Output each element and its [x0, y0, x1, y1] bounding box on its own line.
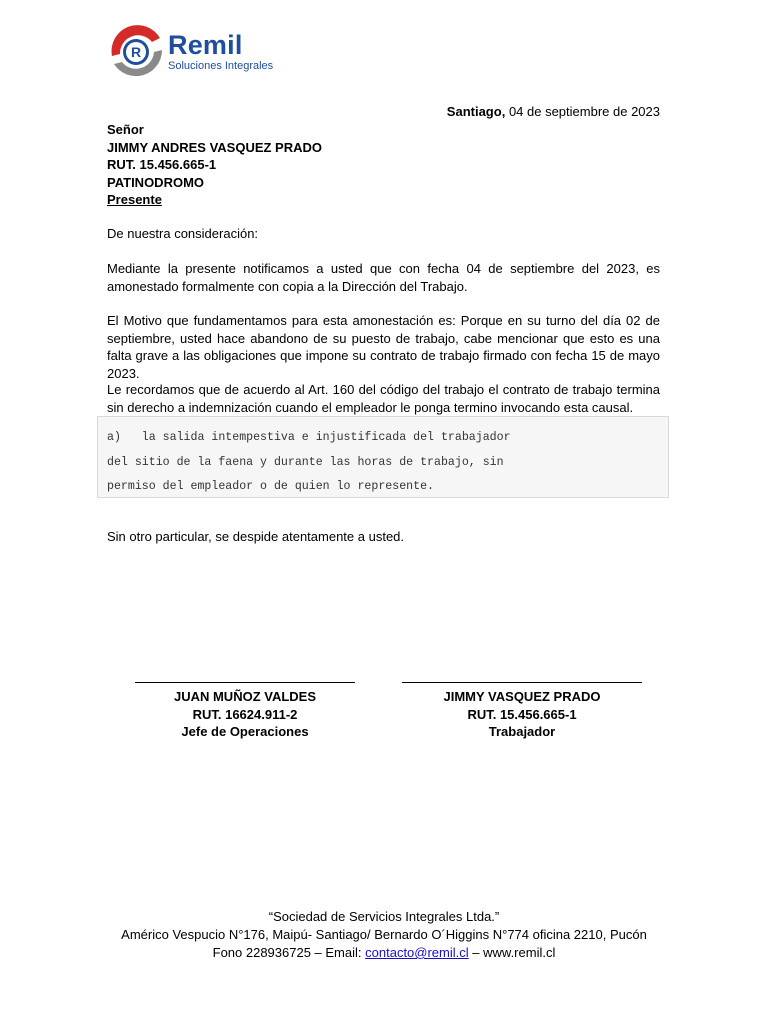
greeting: De nuestra consideración: [107, 226, 259, 241]
signature-right [402, 682, 642, 741]
signer-rut: RUT. 15.456.665-1 [467, 706, 577, 722]
remil-logo-icon [104, 20, 168, 84]
email-link[interactable]: contacto@remil.cl [365, 945, 469, 960]
footer-web: – www.remil.cl [472, 945, 556, 960]
signer-role: Trabajador [488, 724, 556, 739]
footer-company: “Sociedad de Servicios Integrales Ltda.” [268, 909, 500, 924]
quote-line: del sitio de la faena y durante las horas de trabajo, sin [107, 455, 504, 469]
signature-line [402, 682, 642, 683]
paragraph-notification: Mediante la presente notificamos a usted que con fecha 04 de septiembre del 2023, es amonestado formalmente con copia a la Dirección del Trabajo. [107, 261, 660, 294]
footer [0, 908, 768, 962]
addressee-presente: Presente [107, 192, 162, 207]
signer-rut: RUT. 16624.911-2 [192, 706, 298, 722]
paragraph-article: Le recordamos que de acuerdo al Art. 160 del código del trabajo el contrato de trabajo termina sin derecho a indemnización cuando el empleador le ponga termino invocando esta causal. [107, 382, 660, 415]
addressee-rut: RUT. 15.456.665-1 [107, 157, 217, 172]
signer-name: JUAN MUÑOZ VALDES [173, 689, 317, 704]
closing-line: Sin otro particular, se despide atentamente a usted. [107, 529, 405, 544]
footer-phone: Fono 228936725 – Email: [212, 945, 362, 960]
article-quote-box [97, 416, 669, 498]
company-logo [104, 20, 276, 100]
footer-address: Américo Vespucio N°176, Maipú- Santiago/ Bernardo O´Higgins N°774 oficina 2210, Pucón [121, 927, 647, 942]
signature-line [135, 682, 355, 683]
addressee-salutation: Señor [107, 122, 144, 137]
paragraph-motive: El Motivo que fundamentamos para esta amonestación es: Porque en su turno del día 02 de septiembre, usted hace abandono de su puesto de trabajo, cabe mencionar que esto es una falta grave a las obligaciones que impone su contrato de trabajo firmado con fecha 15 de mayo 2023. [107, 313, 660, 381]
date-value: 04 de septiembre de 2023 [508, 104, 660, 119]
signer-role: Jefe de Operaciones [181, 724, 309, 739]
date-city: Santiago, [446, 104, 506, 119]
logo-letter: R [130, 44, 142, 60]
quote-line: permiso del empleador o de quien lo represente. [107, 480, 434, 493]
signature-left [135, 682, 355, 741]
logo-name: Remil [168, 30, 243, 60]
addressee-workplace: PATINODROMO [107, 174, 205, 190]
date-line [447, 103, 660, 120]
signer-name: JIMMY VASQUEZ PRADO [443, 689, 601, 704]
addressee-block [107, 121, 322, 209]
logo-tagline: Soluciones Integrales [168, 60, 274, 72]
footer-contact [0, 944, 768, 962]
addressee-name: JIMMY ANDRES VASQUEZ PRADO [107, 139, 323, 155]
quote-line: a) la salida intempestiva e injustificada del trabajador [107, 431, 511, 444]
